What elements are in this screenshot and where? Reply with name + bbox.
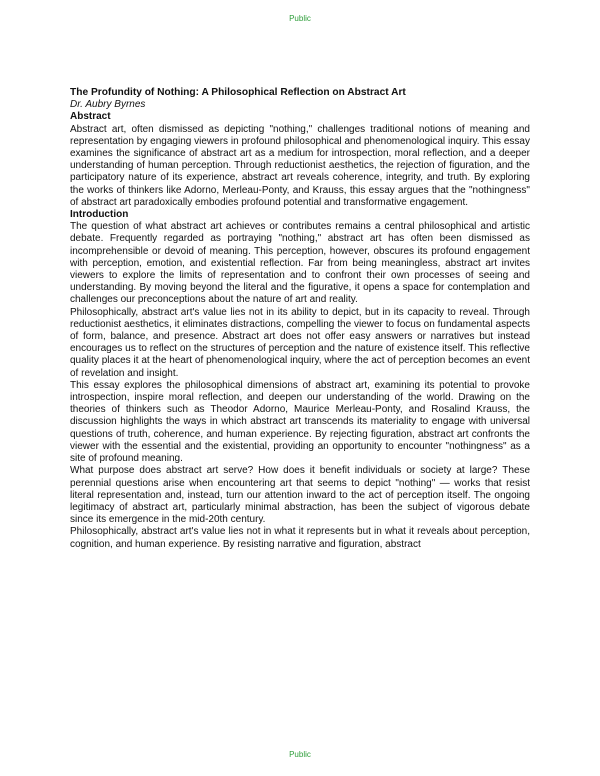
introduction-heading: Introduction bbox=[70, 209, 129, 221]
body-paragraph-5: Philosophically, abstract art's value lies not in what it represents but in what it reveals about perception, cognition, and human experience. By resisting narrative and figuration, abstract bbox=[70, 526, 530, 550]
footer-classification-label: Public bbox=[289, 750, 311, 759]
body-paragraph-4: What purpose does abstract art serve? How does it benefit individuals or society at large? These perennial questions arise when encountering art that seems to depict "nothing" — works that resist literal representation and, instead, turn our attention inward to the act of perception itself. The ongoing legitimacy of abstract art, particularly minimal abstraction, has been the subject of vigorous debate since its emergence in the mid-20th century. bbox=[70, 465, 530, 526]
body-paragraph-3: This essay explores the philosophical dimensions of abstract art, examining its potential to provoke introspection, inspire moral reflection, and deepen our understanding of the world. Drawing on the theories of thinkers such as Theodor Adorno, Maurice Merleau-Ponty, and Rosalind Krauss, the discussion highlights the ways in which abstract art transcends its materiality to engage with universal questions of truth, coherence, and human experience. By rejecting figuration, abstract art confronts the viewer with the essential and the existential, providing an opportunity to encounter "nothingness" as a site of profound meaning. bbox=[70, 379, 530, 465]
document-body bbox=[70, 87, 530, 551]
document-title: The Profundity of Nothing: A Philosophical Reflection on Abstract Art bbox=[70, 87, 406, 98]
body-paragraph-1: The question of what abstract art achieves or contributes remains a central philosophical and artistic debate. Frequently regarded as portraying "nothing," abstract art has often been dismissed as incomprehensible or devoid of meaning. This perception, however, obscures its profound engagement with perception, emotion, and existential reflection. Far from being meaningless, abstract art invites viewers to explore the limits of representation and to confront their own processes of seeing and understanding. By moving beyond the literal and the figurative, it opens a space for contemplation and challenges our preconceptions about the nature of art and reality. bbox=[70, 221, 530, 306]
header-classification-label: Public bbox=[289, 14, 311, 23]
abstract-heading: Abstract bbox=[70, 111, 111, 123]
body-paragraph-2: Philosophically, abstract art's value lies not in its ability to depict, but in its capacity to reveal. Through reductionist aesthetics, it eliminates distractions, compelling the viewer to focus on fundamental aspects of form, balance, and presence. Abstract art does not offer easy answers or narratives but instead encourages us to reflect on the structures of perception and the nature of existence itself. This reflective quality places it at the heart of phenomenological inquiry, where the act of perception becomes an event of revelation and insight. bbox=[70, 306, 530, 379]
abstract-paragraph: Abstract art, often dismissed as depicting "nothing," challenges traditional notions of meaning and representation by engaging viewers in profound philosophical and phenomenological inquiry. This essay examines the significance of abstract art as a medium for introspection, moral reflection, and a deeper understanding of human perception. Through reductionist aesthetics, the rejection of figuration, and the participatory nature of its experience, abstract art reveals coherence, integrity, and truth. By exploring the works of thinkers like Adorno, Merleau-Ponty, and Krauss, this essay argues that the "nothingness" of abstract art paradoxically embodies profound potential and transformative engagement. bbox=[70, 123, 530, 208]
document-author: Dr. Aubry Byrnes bbox=[70, 99, 146, 111]
